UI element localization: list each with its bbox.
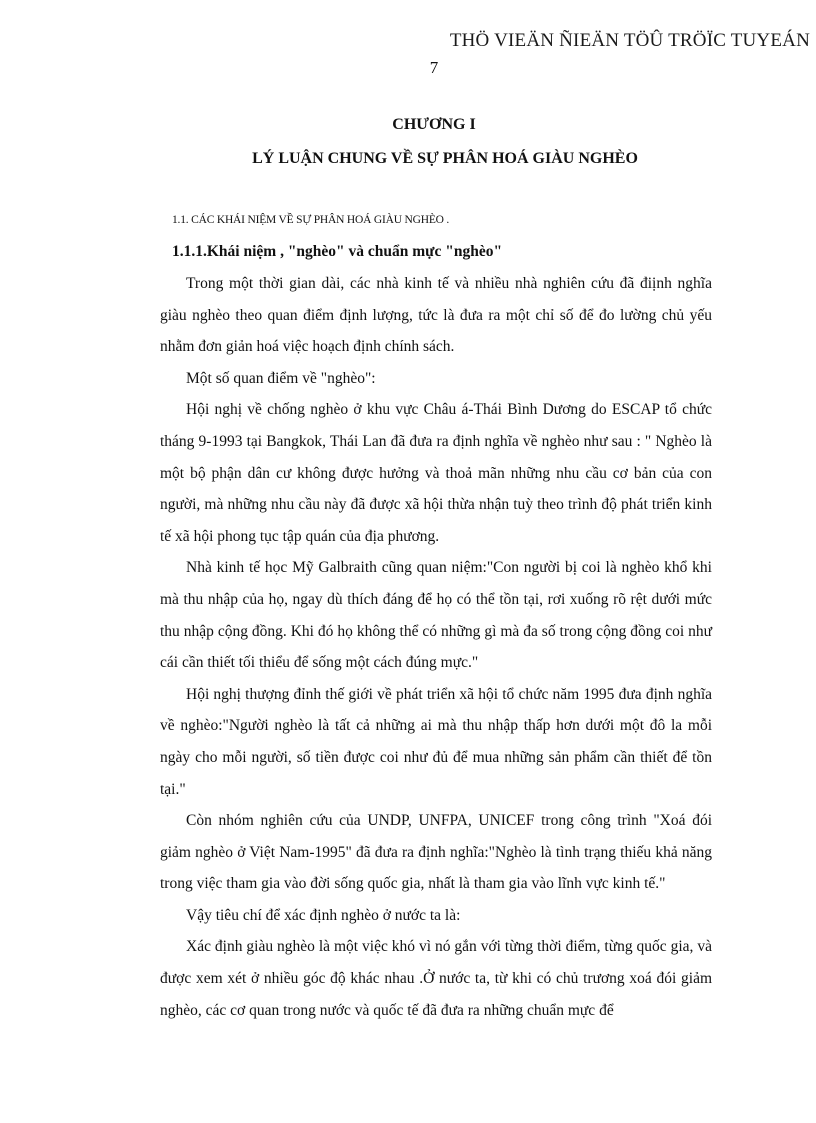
paragraph-criteria: Vậy tiêu chí để xác định nghèo ở nước ta là: bbox=[186, 906, 461, 924]
section-heading: 1.1. CÁC KHÁI NIỆM VỀ SỰ PHÂN HOÁ GIÀU NGHÈO . bbox=[172, 214, 450, 226]
paragraph-definition-intro: Trong một thời gian dài, các nhà kinh tế và nhiều nhà nghiên cứu đã điịnh nghĩa giàu nghèo theo quan điểm định lượng, tức là đưa ra một chỉ số để đo lường chủ yếu nhằm đơn giản hoá việc hoạch định chính sách. bbox=[160, 275, 712, 356]
page-number: 7 bbox=[429, 58, 439, 77]
paragraph-vietnam: Xác định giàu nghèo là một việc khó vì nó gắn với từng thời điểm, từng quốc gia, và được xem xét ở nhiều góc độ khác nhau .Ở nước ta, từ khi có chủ trương xoá đói giảm nghèo, các cơ quan trong nước và quốc tế đã đưa ra những chuẩn mực để bbox=[160, 938, 712, 1019]
library-watermark: THÖ VIEÄN ÑIEÄN TÖÛ TRÖÏC TUYEÁN bbox=[449, 30, 810, 51]
paragraph-undp: Còn nhóm nghiên cứu của UNDP, UNFPA, UNICEF trong công trình "Xoá đói giảm nghèo ở Việt Nam-1995" đã đưa ra định nghĩa:"Nghèo là tình trạng thiếu khả năng trong việc tham gia vào đời sống quốc gia, nhất là tham gia vào lĩnh vực kinh tế." bbox=[160, 812, 712, 893]
paragraph-viewpoints: Một số quan điểm về "nghèo": bbox=[186, 369, 376, 387]
paragraph-escap: Hội nghị về chống nghèo ở khu vực Châu á-Thái Bình Dương do ESCAP tổ chức tháng 9-1993 tại Bangkok, Thái Lan đã đưa ra định nghĩa về nghèo như sau : " Nghèo là một bộ phận dân cư không được hưởng và thoả mãn những nhu cầu cơ bản của con người, mà những nhu cầu này đã được xã hội thừa nhận tuỳ theo trình độ phát triển kinh tế xã hội phong tục tập quán của địa phương. bbox=[160, 401, 712, 545]
subsection-heading: 1.1.1.Khái niệm , "nghèo" và chuẩn mực "nghèo" bbox=[172, 243, 503, 260]
chapter-subtitle: LÝ LUẬN CHUNG VỀ SỰ PHÂN HOÁ GIÀU NGHÈO bbox=[252, 150, 638, 167]
body-text bbox=[160, 212, 712, 1026]
chapter-title: CHƯƠNG I bbox=[392, 116, 476, 133]
paragraph-summit-1995: Hội nghị thượng đỉnh thế giới về phát triển xã hội tổ chức năm 1995 đưa định nghĩa về nghèo:"Người nghèo là tất cả những ai mà thu nhập thấp hơn dưới một đô la mỗi ngày cho mỗi người, số tiền được coi như đủ để mua những sản phẩm cần thiết để tồn tại." bbox=[160, 685, 712, 798]
paragraph-galbraith: Nhà kinh tế học Mỹ Galbraith cũng quan niệm:"Con người bị coi là nghèo khổ khi mà thu nhập của họ, ngay dù thích đáng để họ có thể tồn tại, rơi xuống rõ rệt dưới mức thu nhập cộng đồng. Khi đó họ không thể có những gì mà đa số trong cộng đồng coi như cái cần thiết tối thiểu để sống một cách đúng mực." bbox=[160, 559, 712, 672]
